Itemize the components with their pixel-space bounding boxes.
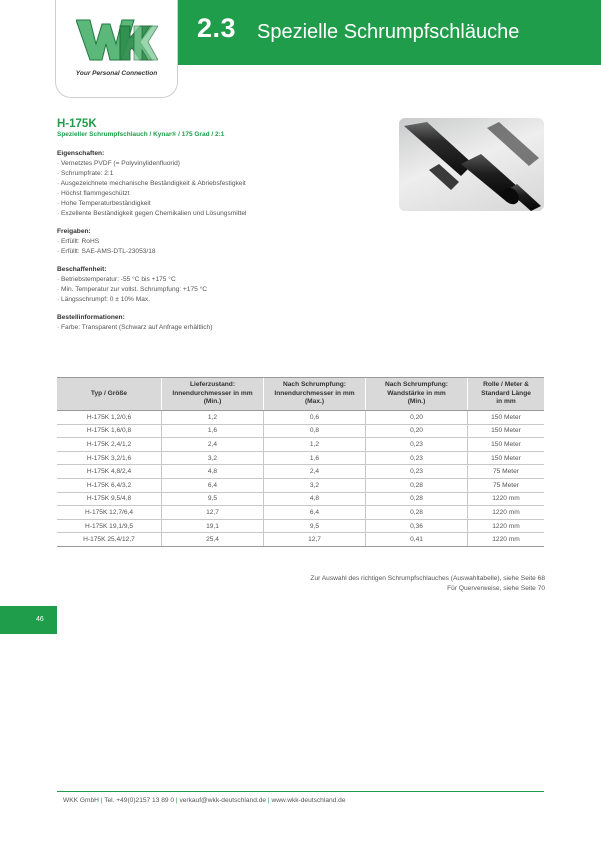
table-cell: 19,1 <box>162 519 264 533</box>
table-cell: 4,8 <box>264 492 366 506</box>
footer-email[interactable]: verkauf@wkk-deutschland.de <box>179 797 267 804</box>
table-cell: 1220 mm <box>468 506 545 520</box>
list-item: · Min. Temperatur zur vollst. Schrumpfung: +175 °C <box>57 286 208 293</box>
footer-company: WKK GmbH <box>63 797 99 804</box>
logo-slogan: Your Personal Connection <box>75 70 158 77</box>
bestellinfo-heading: Bestellinformationen: <box>57 314 125 321</box>
table-cell: 12,7 <box>162 506 264 520</box>
table-row <box>57 506 544 520</box>
specification-table <box>57 377 544 547</box>
table-cell: 4,8 <box>162 465 264 479</box>
page-number: 46 <box>0 606 57 634</box>
table-cell: 12,7 <box>264 533 366 547</box>
column-header <box>468 378 545 411</box>
logo <box>55 0 178 98</box>
freigaben-heading: Freigaben: <box>57 228 91 235</box>
list-item: · Exzellente Beständigkeit gegen Chemikalien und Lösungsmittel <box>57 210 247 217</box>
table-cell: 1220 mm <box>468 492 545 506</box>
footer-separator: | <box>175 797 178 804</box>
cross-reference-notes <box>310 574 545 593</box>
footer-phone: Tel. +49(0)2157 13 89 0 <box>104 797 175 804</box>
table-cell: 1220 mm <box>468 533 545 547</box>
table-cell: 0,28 <box>366 506 468 520</box>
wkk-logo-icon <box>76 14 158 66</box>
table-cell: 150 Meter <box>468 424 545 438</box>
column-header-line: Nach Schrumpfung: <box>384 381 448 389</box>
table-row <box>57 424 544 438</box>
column-header-label: Typ / Größe <box>90 389 128 397</box>
column-header-line: (Max.) <box>304 398 325 406</box>
table-cell: 0,20 <box>366 411 468 425</box>
table-header-row <box>57 378 544 411</box>
list-item: · Erfüllt: SAE-AMS-DTL-23053/18 <box>57 248 156 255</box>
footer <box>63 797 345 804</box>
list-item: · Schrumpfrate: 2:1 <box>57 170 114 177</box>
column-header-line: Rolle / Meter & <box>483 381 529 389</box>
table-cell: 1,6 <box>264 451 366 465</box>
table-cell: H-175K 12,7/6,4 <box>57 506 162 520</box>
list-item: · Vernetztes PVDF (= Polyvinylidenfluorid) <box>57 160 180 167</box>
product-subtitle: Spezieller Schrumpfschlauch / Kynar® / 175 Grad / 2:1 <box>57 131 225 138</box>
note-selection: Zur Auswahl des richtigen Schrumpfschlauches (Auswahltabelle), siehe Seite 68 <box>310 575 545 582</box>
column-header-line: (Min.) <box>407 398 426 406</box>
beschaffenheit-section <box>57 265 207 305</box>
table-cell: 150 Meter <box>468 411 545 425</box>
list-item: · Höchst flammgeschützt <box>57 190 130 197</box>
freigaben-section <box>57 227 156 257</box>
table-cell: 1,2 <box>162 411 264 425</box>
table-cell: 0,23 <box>366 438 468 452</box>
beschaffenheit-heading: Beschaffenheit: <box>57 266 107 273</box>
bestellinfo-section <box>57 313 212 333</box>
column-header <box>162 378 264 411</box>
table-row <box>57 533 544 547</box>
table-cell: H-175K 9,5/4,8 <box>57 492 162 506</box>
table-cell: 6,4 <box>264 506 366 520</box>
table-cell: H-175K 6,4/3,2 <box>57 478 162 492</box>
list-item: · Hohe Temperaturbeständigkeit <box>57 200 151 207</box>
table-cell: H-175K 2,4/1,2 <box>57 438 162 452</box>
column-header-line: (Min.) <box>203 398 222 406</box>
column-header-line: Nach Schrumpfung: <box>282 381 346 389</box>
column-header-line: in mm <box>496 398 516 406</box>
table-row <box>57 411 544 425</box>
table-cell: 3,2 <box>264 478 366 492</box>
table-cell: 150 Meter <box>468 438 545 452</box>
table-cell: 3,2 <box>162 451 264 465</box>
table-cell: 25,4 <box>162 533 264 547</box>
section-title: Spezielle Schrumpfschläuche <box>257 21 520 43</box>
table-row <box>57 438 544 452</box>
list-item: · Betriebstemperatur: -55 °C bis +175 °C <box>57 276 176 283</box>
footer-divider <box>57 791 544 792</box>
eigenschaften-heading: Eigenschaften: <box>57 150 105 157</box>
table-row <box>57 492 544 506</box>
product-photo <box>399 118 544 211</box>
heat-shrink-tube-image <box>399 118 544 211</box>
note-cross-reference: Für Querverweise, siehe Seite 70 <box>447 584 545 592</box>
table-row <box>57 478 544 492</box>
column-header-line: Wandstärke in mm <box>387 389 446 397</box>
list-item: · Ausgezeichnete mechanische Beständigkeit & Abriebsfestigkeit <box>57 180 246 187</box>
footer-website[interactable]: www.wkk-deutschland.de <box>271 797 346 804</box>
table-row <box>57 519 544 533</box>
eigenschaften-section <box>57 149 247 219</box>
table-cell: 6,4 <box>162 478 264 492</box>
column-header <box>57 378 162 411</box>
section-number: 2.3 <box>197 13 237 43</box>
table-cell: 0,28 <box>366 492 468 506</box>
table-row <box>57 451 544 465</box>
list-item: · Erfüllt: RoHS <box>57 238 100 245</box>
table-cell: 0,36 <box>366 519 468 533</box>
table-cell: 75 Meter <box>468 478 545 492</box>
table-cell: 75 Meter <box>468 465 545 479</box>
table-body <box>57 411 544 547</box>
product-title: H-175K <box>57 118 97 130</box>
table-cell: H-175K 1,6/0,8 <box>57 424 162 438</box>
column-header-line: Standard Länge <box>481 389 531 397</box>
table-cell: H-175K 19,1/9,5 <box>57 519 162 533</box>
table-cell: 150 Meter <box>468 451 545 465</box>
table-cell: H-175K 4,8/2,4 <box>57 465 162 479</box>
column-header-line: Innendurchmesser in mm <box>274 389 355 397</box>
table-cell: 2,4 <box>162 438 264 452</box>
table-cell: 0,20 <box>366 424 468 438</box>
list-item: · Farbe: Transparent (Schwarz auf Anfrage erhältlich) <box>57 324 213 331</box>
table-cell: 0,23 <box>366 465 468 479</box>
table-cell: 0,8 <box>264 424 366 438</box>
list-item: · Längsschrumpf: 0 ± 10% Max. <box>57 296 151 303</box>
table-cell: 0,23 <box>366 451 468 465</box>
table-cell: 9,5 <box>162 492 264 506</box>
table-cell: 1,2 <box>264 438 366 452</box>
table-cell: 1,6 <box>162 424 264 438</box>
table-cell: 1220 mm <box>468 519 545 533</box>
table-row <box>57 465 544 479</box>
column-header-line: Innendurchmesser in mm <box>172 389 253 397</box>
table-cell: 0,6 <box>264 411 366 425</box>
table-cell: 0,41 <box>366 533 468 547</box>
table-cell: 2,4 <box>264 465 366 479</box>
table-cell: H-175K 25,4/12,7 <box>57 533 162 547</box>
table-cell: H-175K 3,2/1,6 <box>57 451 162 465</box>
footer-separator: | <box>100 797 103 804</box>
table-cell: 0,28 <box>366 478 468 492</box>
column-header <box>264 378 366 411</box>
table-cell: 9,5 <box>264 519 366 533</box>
table-cell: H-175K 1,2/0,6 <box>57 411 162 425</box>
column-header-line: Lieferzustand: <box>189 381 236 389</box>
column-header <box>366 378 468 411</box>
footer-separator: | <box>267 797 270 804</box>
